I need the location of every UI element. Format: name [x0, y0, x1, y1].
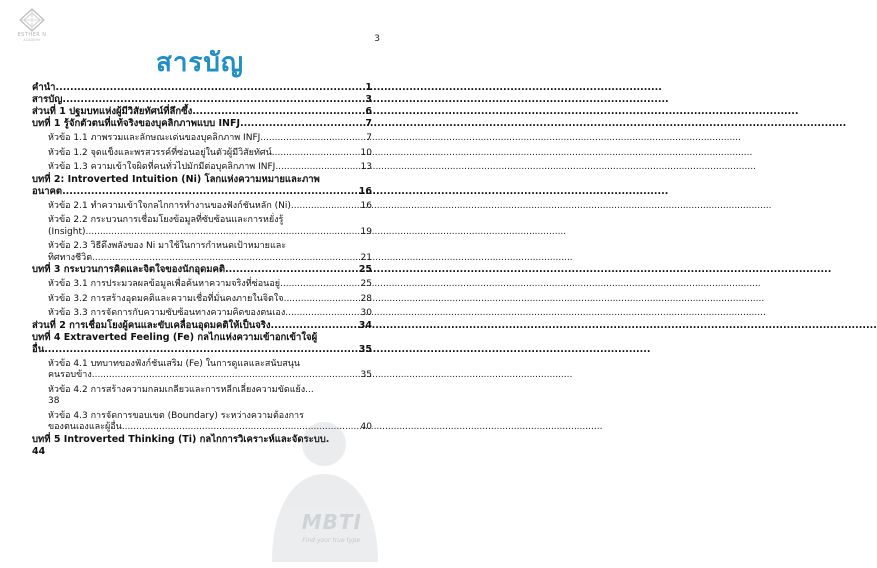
- toc-entry-title-line-2: อื่น: [32, 343, 45, 355]
- toc-entry-section-3-2[interactable]: [32, 294, 372, 306]
- toc-entry-title-line-2: คนรอบข้าง: [48, 370, 92, 380]
- dot-leader: [284, 294, 360, 306]
- toc-entry-page: 7: [365, 118, 372, 129]
- toc-entry-title-line-1: บทที่ 5 Introverted Thinking (Ti) กลไกการวิเคราะห์และจัดระบบ.: [32, 433, 330, 445]
- toc-entry-section-1-1[interactable]: [32, 133, 372, 145]
- dot-leader: [92, 370, 360, 382]
- dot-leader: [240, 118, 364, 130]
- dot-leader: [86, 227, 360, 239]
- watermark-text: MBTI: [301, 510, 362, 534]
- dot-leader: [44, 344, 358, 356]
- toc-entry-page: 19: [360, 226, 372, 237]
- toc-entry-title: ส่วนที่ 1 ปฐมบทแห่งผู้มีวิสัยทัศน์ที่ลึกซึ้ง: [32, 106, 193, 117]
- dot-leader: [285, 308, 359, 320]
- toc-entry-title: บทที่ 1 รู้จักตัวตนที่แท้จริงของบุคลิกภาพแบบ INFJ: [32, 118, 240, 129]
- toc-entry-title: หัวข้อ 1.1 ภาพรวมและลักษณะเด่นของบุคลิกภาพ INFJ: [48, 133, 261, 143]
- toc-entry-section-1-3[interactable]: [32, 162, 372, 174]
- toc-entry-page: 13: [360, 162, 372, 172]
- toc-entry-title-line-2: ของตนเองและผู้อื่น: [48, 422, 122, 432]
- watermark-subtext: Find your true type: [302, 537, 360, 544]
- toc-entry-title-line-1: บทที่ 2: Introverted Intuition (Ni) โลกแห่งความหมายและภาพ: [32, 173, 320, 185]
- dot-leader: [62, 186, 358, 198]
- toc-entry-section-3-1[interactable]: [32, 279, 372, 291]
- toc-entry-page: 35: [358, 343, 372, 355]
- toc-entry-part-2[interactable]: [32, 320, 372, 332]
- toc-entry-section-1-2[interactable]: [32, 148, 372, 160]
- dot-leader: [192, 106, 364, 118]
- dot-leader: [280, 279, 360, 291]
- toc-entry-page: 25: [358, 264, 372, 275]
- toc-entry-page: 30: [360, 308, 372, 318]
- toc-entry-chapter-4[interactable]: [32, 332, 372, 356]
- dot-leader: [92, 253, 360, 265]
- toc-entry-title: หัวข้อ 3.3 การจัดการกับความซับซ้อนทางความคิดของตนเอง: [48, 308, 286, 318]
- dot-leader: [62, 94, 364, 106]
- toc-entry-page: 34: [358, 319, 372, 331]
- toc-entry-title-line-2: ทิศทางชีวิต: [48, 252, 93, 263]
- dot-leader: [260, 133, 365, 145]
- toc-entry-page: 28: [360, 293, 372, 304]
- toc-entry-page: 25: [360, 279, 372, 289]
- toc-entry-title-line-2: อนาคต: [32, 185, 63, 197]
- logo-subtitle: ACADEMY: [23, 38, 41, 42]
- toc-entry-title: คำนำ: [32, 82, 56, 93]
- page-number: 3: [374, 34, 380, 44]
- logo-name: ESTHER N: [17, 32, 47, 38]
- toc-entry-title-line-2: 44: [32, 445, 46, 457]
- toc-entry-title-line-1: หัวข้อ 4.1 บทบาทของฟังก์ชันเสริม (Fe) ในการดูแลและสนับสนุน: [48, 358, 301, 369]
- toc-entry-title-line-2: (Insight): [48, 226, 86, 237]
- toc-entry-page: 7: [366, 133, 372, 143]
- toc-entry-title: หัวข้อ 1.2 จุดแข็งและพรสวรรค์ที่ซ่อนอยู่ในตัวผู้มีวิสัยทัศน์: [48, 147, 272, 158]
- toc-entry-title: ส่วนที่ 2 การเชื่อมโยงผู้คนและขับเคลื่อนอุดมคติให้เป็นจริง: [32, 319, 271, 331]
- toc-entry-section-2-2[interactable]: [32, 215, 372, 238]
- toc-entry-foreword[interactable]: [32, 82, 372, 94]
- toc-entry-section-2-1[interactable]: [32, 201, 372, 213]
- dot-leader: [225, 264, 358, 276]
- toc-entry-title: หัวข้อ 3.2 การสร้างอุดมคติและความเชื่อที่มั่นคงภายในจิตใจ: [48, 293, 284, 304]
- toc-entry-title-line-1: หัวข้อ 2.3 วิธีดึงพลังของ Ni มาใช้ในการกำหนดเป้าหมายและ: [48, 241, 287, 251]
- toc-entry-chapter-2[interactable]: [32, 174, 372, 198]
- page-title: สารบัญ: [155, 48, 245, 78]
- dot-leader: [275, 162, 359, 174]
- toc-entry-section-4-1[interactable]: [32, 359, 372, 382]
- toc-entry-page: 1: [365, 82, 372, 93]
- table-of-contents: [32, 82, 372, 458]
- toc-entry-title: หัวข้อ 2.1 ทำความเข้าใจกลไกการทำงานของฟังก์ชันหลัก (Ni): [48, 200, 291, 211]
- toc-entry-title-line-1: หัวข้อ 4.3 การจัดการขอบเขต (Boundary) ระหว่างความต้องการ: [48, 410, 304, 421]
- publisher-logo: [12, 8, 52, 42]
- dot-leader: [291, 201, 360, 213]
- toc-entry-part-1[interactable]: [32, 106, 372, 118]
- toc-entry-contents[interactable]: [32, 94, 372, 106]
- toc-entry-page: 16: [358, 185, 372, 197]
- dot-leader: [56, 82, 365, 94]
- toc-entry-page: 35: [360, 370, 372, 380]
- toc-entry-title: หัวข้อ 3.1 การประมวลผลข้อมูลเพื่อค้นหาความจริงที่ซ่อนอยู่: [48, 279, 281, 289]
- toc-entry-title: บทที่ 3 กระบวนการคิดและจิตใจของนักอุดมคติ: [32, 264, 226, 275]
- toc-entry-title-line-2: 38: [48, 396, 60, 406]
- diamond-logo-icon: [19, 8, 45, 32]
- toc-entry-title-line-1: หัวข้อ 2.2 กระบวนการเชื่อมโยงข้อมูลที่ซับซ้อนและการหยั่งรู้: [48, 215, 284, 225]
- toc-entry-title: หัวข้อ 1.3 ความเข้าใจผิดที่คนทั่วไปมักมีต่อบุคลิกภาพ INFJ: [48, 162, 276, 172]
- toc-entry-section-2-3[interactable]: [32, 241, 372, 264]
- toc-entry-page: 16: [360, 200, 372, 211]
- toc-entry-title-line-1: หัวข้อ 4.2 การสร้างความกลมเกลียวและการหลีกเลี่ยงความขัดแย้ง...: [48, 384, 314, 395]
- toc-entry-title-line-1: บทที่ 4 Extraverted Feeling (Fe) กลไกแห่งความเข้าอกเข้าใจผู้: [32, 331, 318, 343]
- toc-entry-chapter-1[interactable]: [32, 118, 372, 130]
- toc-entry-section-3-3[interactable]: [32, 308, 372, 320]
- toc-entry-page: 40: [360, 422, 372, 432]
- toc-entry-page: 6: [365, 106, 372, 117]
- toc-entry-section-4-2[interactable]: [32, 385, 372, 408]
- toc-entry-title: สารบัญ: [32, 94, 63, 105]
- toc-entry-chapter-3[interactable]: [32, 264, 372, 276]
- toc-entry-page: 10: [360, 147, 372, 158]
- toc-entry-page: 21: [360, 252, 372, 263]
- dot-leader: [271, 320, 358, 332]
- toc-entry-page: 3: [365, 94, 372, 105]
- dot-leader: [272, 148, 360, 160]
